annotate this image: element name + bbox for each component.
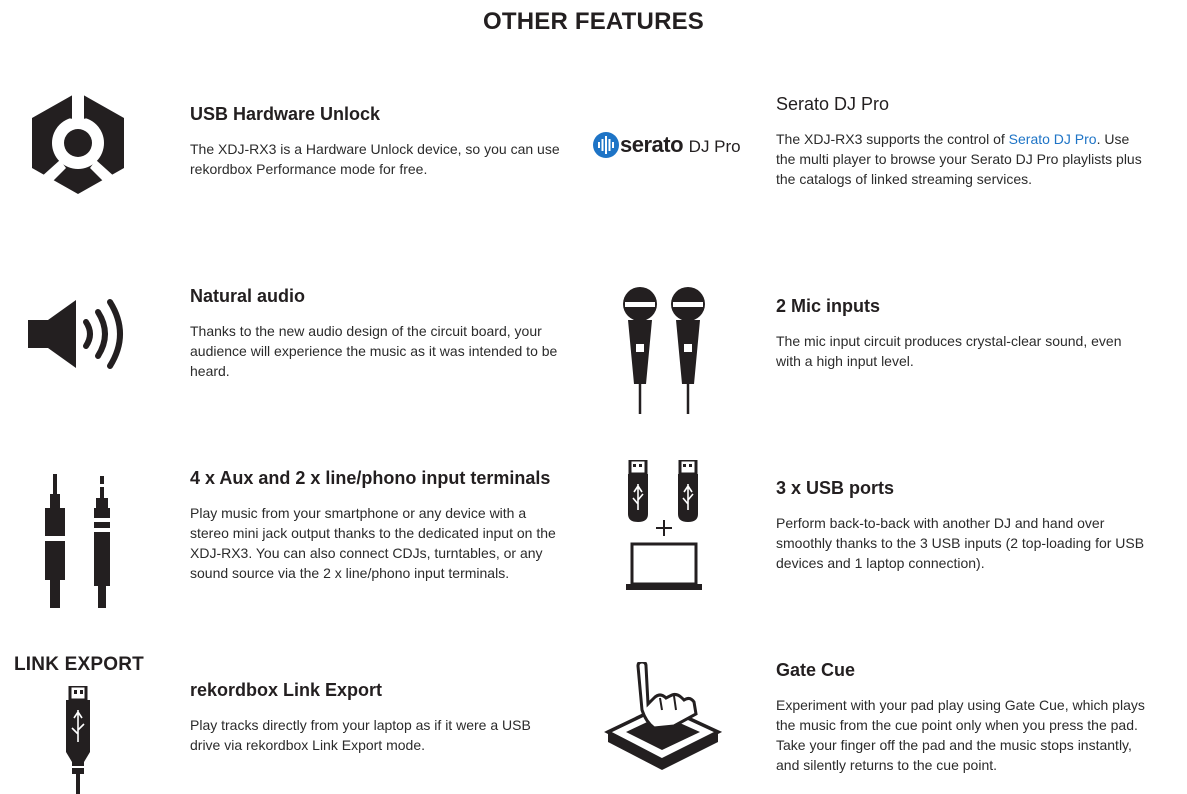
feature-usb-unlock xyxy=(190,103,560,179)
feature-mic-inputs xyxy=(776,295,1146,371)
feature-title: Serato DJ Pro xyxy=(776,94,890,114)
feature-title: 2 Mic inputs xyxy=(776,296,881,316)
serato-logo-word: serato xyxy=(620,132,684,157)
feature-title: 4 x Aux and 2 x line/phono input terminals xyxy=(190,468,551,488)
finger-pad-icon xyxy=(604,662,722,774)
feature-description: Thanks to the new audio design of the circuit board, your audience will experience the music as it was intended to be heard. xyxy=(190,323,558,379)
serato-dj-pro-link[interactable]: Serato DJ Pro xyxy=(1008,131,1097,147)
feature-gate-cue xyxy=(776,659,1146,775)
feature-title: Natural audio xyxy=(190,286,306,306)
feature-natural-audio xyxy=(190,285,560,381)
feature-title: Gate Cue xyxy=(776,660,856,680)
audio-jacks-icon xyxy=(40,474,116,608)
feature-description: Experiment with your pad play using Gate Cue, which plays the music from the cue point only when you press the pad. Take your finger off the pad and the music stops instantly, and silently returns to the cue point. xyxy=(776,697,1145,773)
usb-cable-icon xyxy=(56,686,100,794)
feature-link-export xyxy=(190,679,560,755)
feature-title: USB Hardware Unlock xyxy=(190,104,381,124)
feature-description: The XDJ-RX3 is a Hardware Unlock device, so you can use rekordbox Performance mode for free. xyxy=(190,141,560,177)
microphones-icon xyxy=(618,284,710,414)
feature-title: rekordbox Link Export xyxy=(190,680,383,700)
description-text: . Use the multi player to browse your Serato DJ Pro playlists plus the catalogs of linked streaming services. xyxy=(776,131,1142,187)
feature-description: Play music from your smartphone or any device with a stereo mini jack output thanks to the dedicated input on the XDJ-RX3. You can also connect CDJs, turntables, or any sound source via the 2 x line/phono input terminals. xyxy=(190,505,556,581)
serato-logo-icon xyxy=(592,131,620,159)
feature-description xyxy=(776,129,1146,189)
link-export-label: LINK EXPORT xyxy=(14,654,144,675)
feature-serato xyxy=(776,93,1146,189)
speaker-icon xyxy=(26,296,132,372)
page-title: OTHER FEATURES xyxy=(482,8,705,35)
feature-usb-ports xyxy=(776,477,1146,573)
feature-title: 3 x USB ports xyxy=(776,478,895,498)
feature-description: The mic input circuit produces crystal-clear sound, even with a high input level. xyxy=(776,333,1122,369)
description-text: The XDJ-RX3 supports the control of xyxy=(776,131,1009,147)
usb-drives-laptop-icon xyxy=(624,460,706,592)
rekordbox-logo-icon xyxy=(28,90,128,196)
feature-description: Perform back-to-back with another DJ and hand over smoothly thanks to the 3 USB inputs (2 top-loading for USB devices and 1 laptop connection). xyxy=(776,515,1145,571)
serato-logo xyxy=(620,132,741,158)
feature-description: Play tracks directly from your laptop as if it were a USB drive via rekordbox Link Export mode. xyxy=(190,717,531,753)
serato-logo-suffix: DJ Pro xyxy=(688,137,741,156)
feature-aux-inputs xyxy=(190,467,560,583)
